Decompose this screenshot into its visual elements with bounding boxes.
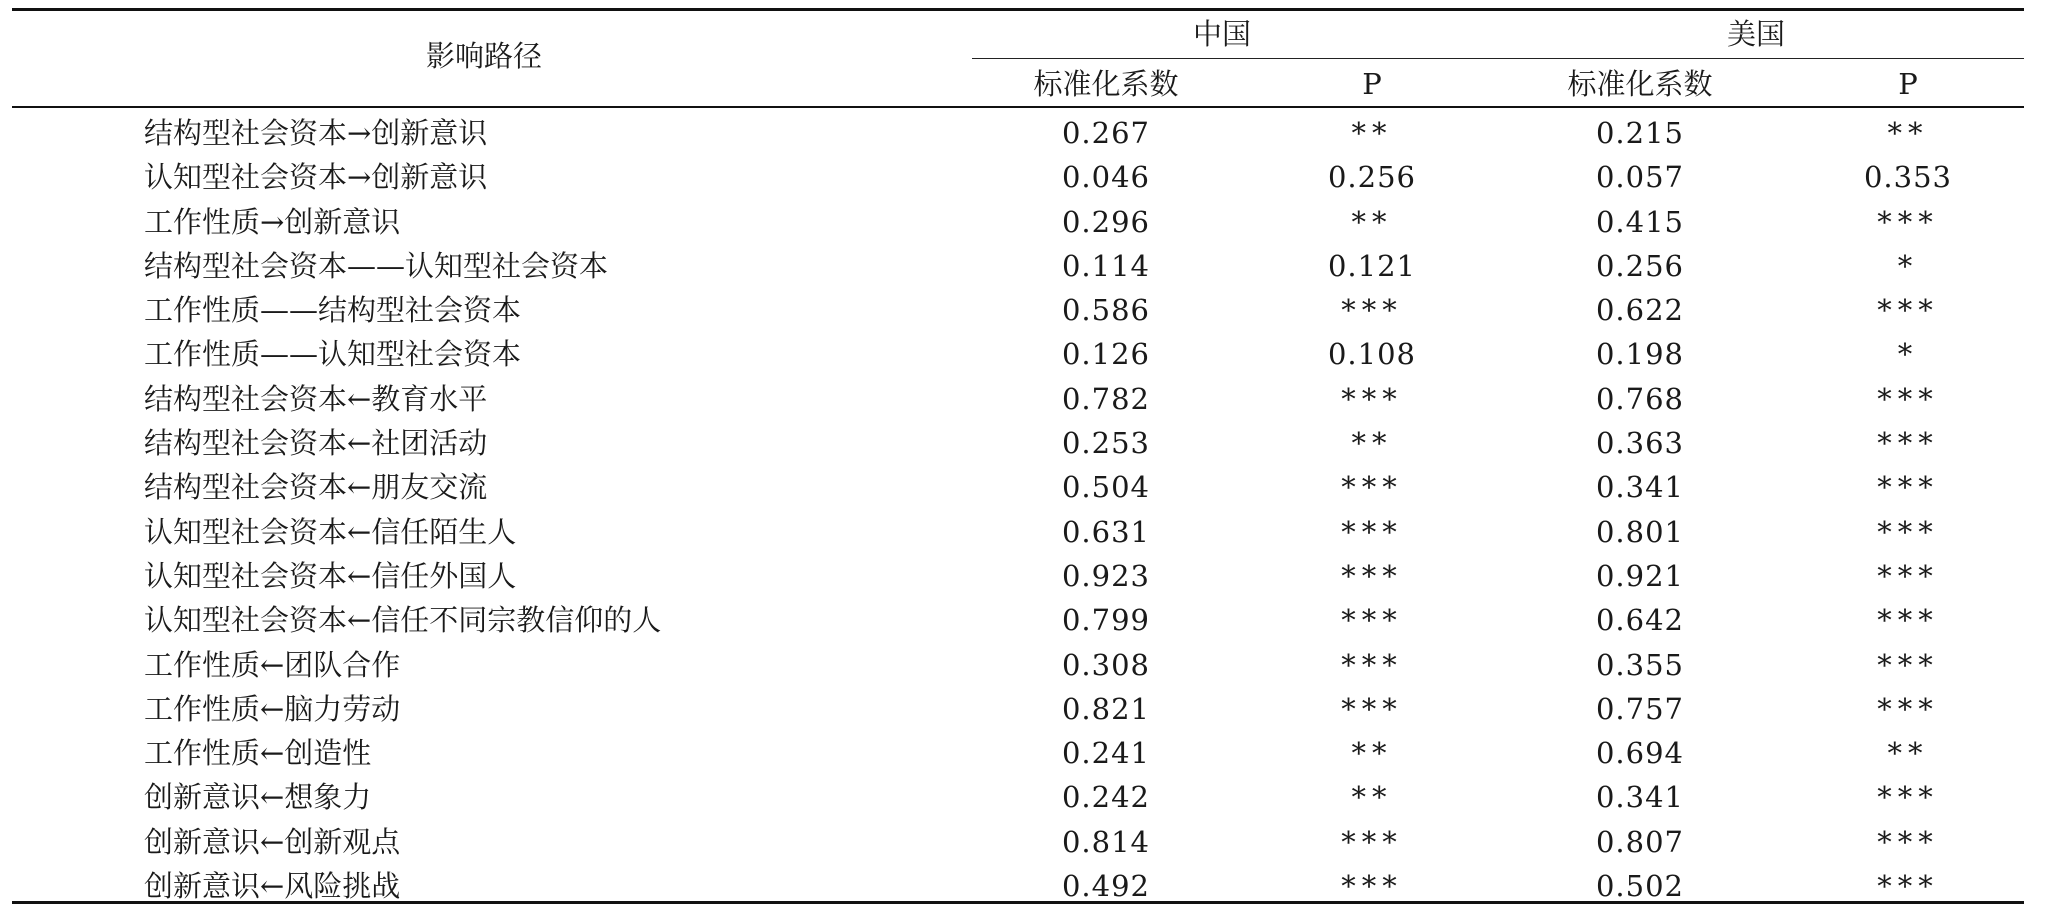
p-china-cell: **: [1351, 204, 1393, 239]
path-cell: 结构型社会资本→创新意识: [144, 116, 488, 150]
p-usa-cell: ***: [1877, 470, 1939, 505]
p-usa-cell: 0.353: [1863, 160, 1953, 195]
coef-china-cell: 0.046: [1061, 160, 1151, 195]
header-path: 影响路径: [425, 39, 542, 73]
path-cell: 结构型社会资本——认知型社会资本: [144, 248, 609, 283]
path-cell: 工作性质——认知型社会资本: [144, 337, 522, 372]
coef-usa-cell: 0.215: [1595, 116, 1685, 150]
table-body: [12, 111, 2024, 908]
table-row: [12, 598, 2024, 642]
table-row: [12, 820, 2024, 864]
p-china-cell: 0.256: [1327, 160, 1417, 195]
coef-usa-cell: 0.363: [1595, 426, 1685, 461]
coef-usa-cell: 0.198: [1595, 337, 1685, 372]
p-usa-cell: **: [1887, 116, 1929, 150]
p-china-cell: ***: [1341, 558, 1403, 593]
p-usa-cell: ***: [1877, 558, 1939, 593]
p-usa-cell: ***: [1877, 869, 1939, 904]
coef-usa-cell: 0.256: [1595, 248, 1685, 283]
group-header-rule: [972, 58, 2024, 59]
coef-china-cell: 0.631: [1061, 514, 1151, 549]
table-row: [12, 200, 2024, 244]
p-china-cell: **: [1351, 780, 1393, 815]
coef-china-cell: 0.492: [1061, 869, 1151, 904]
table-row: [12, 643, 2024, 687]
table-row: [12, 377, 2024, 421]
coef-usa-cell: 0.921: [1595, 558, 1685, 593]
coef-china-cell: 0.253: [1061, 426, 1151, 461]
coef-usa-cell: 0.415: [1595, 204, 1685, 239]
path-cell: 认知型社会资本←信任不同宗教信仰的人: [144, 603, 662, 638]
coef-usa-cell: 0.341: [1595, 780, 1685, 815]
path-cell: 工作性质←创造性: [144, 736, 372, 771]
p-china-cell: ***: [1341, 293, 1403, 328]
path-cell: 工作性质——结构型社会资本: [144, 293, 522, 328]
coef-usa-cell: 0.502: [1595, 869, 1685, 904]
coef-china-cell: 0.296: [1061, 204, 1151, 239]
table-top-rule: [12, 8, 2024, 11]
coef-china-cell: 0.923: [1061, 558, 1151, 593]
coef-usa-cell: 0.057: [1595, 160, 1685, 195]
p-china-cell: ***: [1341, 603, 1403, 638]
coef-usa-cell: 0.801: [1595, 514, 1685, 549]
coef-china-cell: 0.242: [1061, 780, 1151, 815]
coef-usa-cell: 0.622: [1595, 293, 1685, 328]
table-row: [12, 288, 2024, 332]
p-china-cell: **: [1351, 426, 1393, 461]
path-cell: 认知型社会资本←信任外国人: [144, 558, 517, 593]
p-usa-cell: ***: [1877, 426, 1939, 461]
table-row: [12, 554, 2024, 598]
path-cell: 创新意识←风险挑战: [144, 869, 401, 904]
p-china-cell: ***: [1341, 381, 1403, 416]
path-cell: 工作性质←脑力劳动: [144, 691, 401, 726]
p-china-cell: ***: [1341, 691, 1403, 726]
path-cell: 结构型社会资本←朋友交流: [144, 470, 488, 505]
header-group-usa: 美国: [1726, 17, 1785, 51]
p-china-cell: 0.121: [1327, 248, 1417, 283]
p-china-cell: ***: [1341, 647, 1403, 682]
p-usa-cell: ***: [1877, 603, 1939, 638]
p-china-cell: 0.108: [1327, 337, 1417, 372]
path-cell: 认知型社会资本→创新意识: [144, 160, 488, 195]
coef-china-cell: 0.586: [1061, 293, 1151, 328]
p-china-cell: ***: [1341, 869, 1403, 904]
path-cell: 创新意识←想象力: [144, 780, 372, 815]
header-p-china: P: [1362, 67, 1382, 101]
p-usa-cell: *: [1897, 248, 1919, 283]
table-row: [12, 864, 2024, 908]
p-usa-cell: *: [1897, 337, 1919, 372]
table-row: [12, 155, 2024, 199]
coef-china-cell: 0.782: [1061, 381, 1151, 416]
path-cell: 结构型社会资本←教育水平: [144, 381, 488, 416]
coef-china-cell: 0.114: [1061, 248, 1151, 283]
p-usa-cell: ***: [1877, 514, 1939, 549]
table-row: [12, 510, 2024, 554]
p-usa-cell: ***: [1877, 381, 1939, 416]
coef-usa-cell: 0.694: [1595, 736, 1685, 771]
coef-china-cell: 0.241: [1061, 736, 1151, 771]
path-cell: 结构型社会资本←社团活动: [144, 426, 488, 461]
p-usa-cell: ***: [1877, 647, 1939, 682]
p-china-cell: ***: [1341, 470, 1403, 505]
coef-china-cell: 0.267: [1061, 116, 1151, 150]
coef-usa-cell: 0.642: [1595, 603, 1685, 638]
table-row: [12, 332, 2024, 376]
header-bottom-rule: [12, 106, 2024, 108]
coef-usa-cell: 0.807: [1595, 824, 1685, 859]
coef-china-cell: 0.126: [1061, 337, 1151, 372]
coef-usa-cell: 0.355: [1595, 647, 1685, 682]
table-row: [12, 421, 2024, 465]
coef-usa-cell: 0.768: [1595, 381, 1685, 416]
path-cell: 认知型社会资本←信任陌生人: [144, 514, 517, 549]
p-usa-cell: ***: [1877, 293, 1939, 328]
coef-china-cell: 0.814: [1061, 824, 1151, 859]
table-row: [12, 465, 2024, 509]
p-usa-cell: ***: [1877, 691, 1939, 726]
p-usa-cell: ***: [1877, 204, 1939, 239]
table-row: [12, 244, 2024, 288]
p-china-cell: ***: [1341, 514, 1403, 549]
coef-china-cell: 0.504: [1061, 470, 1151, 505]
path-cell: 创新意识←创新观点: [144, 824, 401, 859]
p-usa-cell: ***: [1877, 824, 1939, 859]
p-china-cell: **: [1351, 736, 1393, 771]
coef-china-cell: 0.821: [1061, 691, 1151, 726]
table-row: [12, 731, 2024, 775]
header-coef-china: 标准化系数: [1033, 67, 1179, 101]
path-cell: 工作性质→创新意识: [144, 204, 401, 239]
table-row: [12, 111, 2024, 155]
table-row: [12, 775, 2024, 819]
p-china-cell: ***: [1341, 824, 1403, 859]
coef-china-cell: 0.799: [1061, 603, 1151, 638]
header-p-usa: P: [1898, 67, 1918, 101]
header-coef-usa: 标准化系数: [1567, 67, 1713, 101]
p-china-cell: **: [1351, 116, 1393, 150]
p-usa-cell: ***: [1877, 780, 1939, 815]
path-cell: 工作性质←团队合作: [144, 647, 401, 682]
header-group-china: 中国: [1192, 17, 1251, 51]
table-row: [12, 687, 2024, 731]
coef-usa-cell: 0.757: [1595, 691, 1685, 726]
p-usa-cell: **: [1887, 736, 1929, 771]
coef-china-cell: 0.308: [1061, 647, 1151, 682]
coef-usa-cell: 0.341: [1595, 470, 1685, 505]
